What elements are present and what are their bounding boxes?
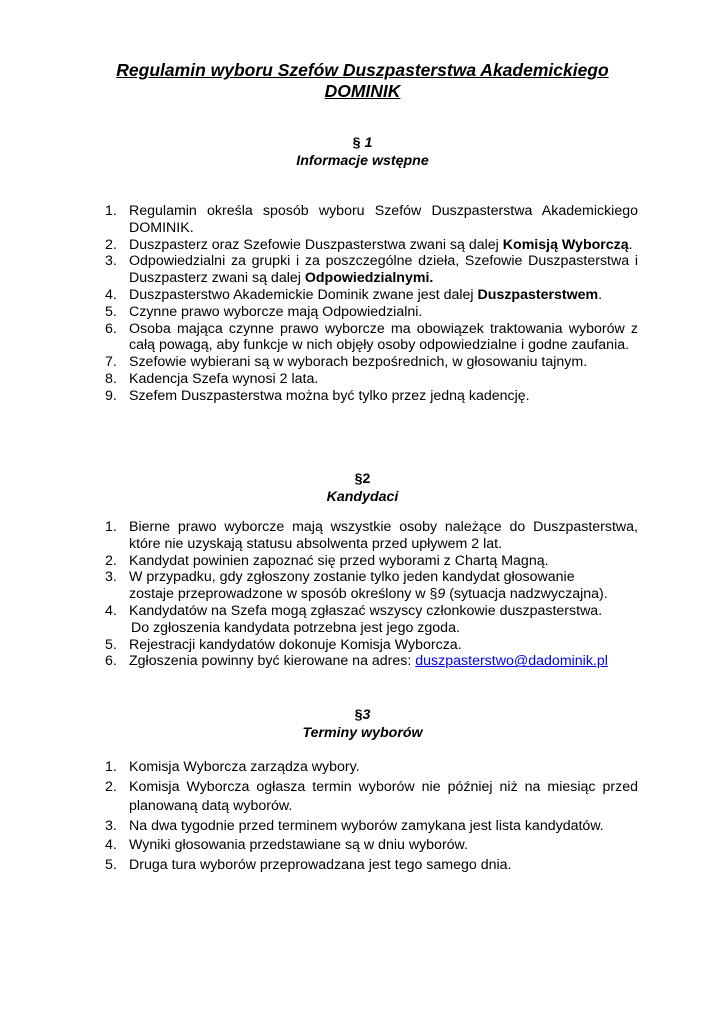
list-item: 1. Regulamin określa sposób wyboru Szefów Duszpasterstwa Akademickiego DOMINIK. [105,203,638,236]
list-item: 4. Wyniki głosowania przedstawiane są w dniu wyborów. [105,837,468,853]
title-line-1: Regulamin wyboru Szefów Duszpasterstwa Akademickiego [116,60,609,80]
list-item: 2. Komisja Wyborcza ogłasza termin wyborów nie później niż na miesiąc przed planowaną datą wyborów. [105,778,638,814]
section-1-number: § 1 [352,135,373,151]
list-item: 5. Rejestracji kandydatów dokonuje Komisja Wyborcza. [105,636,462,653]
list-item: 1. Bierne prawo wyborcze mają wszystkie osoby należące do Duszpasterstwa, które nie uzyskają statusu absolwenta przed upływem 2 lat. [105,519,638,552]
document-title [90,60,635,102]
list-item: 6. Osoba mająca czynne prawo wyborcze ma obowiązek traktowania wyborów z całą powagą, aby funkcje w nich objęły osoby odpowiedzialne i godne zaufania. [105,320,638,354]
section-3-number: §3 [354,707,371,723]
list-item: 3. W przypadku, gdy zgłoszony zostanie tylko jeden kandydat głosowanie zostaje przeprowadzone w sposób określony w §9 (sytuacja nadzwyczajna). [105,569,608,603]
list-item: 8. Kadencja Szefa wynosi 2 lata. [105,370,319,387]
list-item: 4. Kandydatów na Szefa mogą zgłaszać wszyscy członkowie duszpasterstwa. Do zgłoszenia kandydata potrzebna jest jego zgoda. [105,602,603,636]
section-1-list [105,203,638,405]
list-item: 2. Duszpasterz oraz Szefowie Duszpasterstwa zwani są dalej Komisją Wyborczą. [105,236,633,253]
section-3-header [90,706,635,742]
list-item: 2. Kandydat powinien zapoznać się przed wyborami z Chartą Magną. [105,552,549,569]
list-item: 9. Szefem Duszpasterstwa można być tylko przez jedną kadencję. [105,387,530,404]
list-item: 6. Zgłoszenia powinny być kierowane na adres: duszpasterstwo@dadominik.pl [105,653,608,670]
section-2-heading: Kandydaci [326,489,399,505]
email-link[interactable]: duszpasterstwo@dadominik.pl [415,653,608,670]
section-2-header [90,470,635,506]
list-item: 5. Druga tura wyborów przeprowadzana jest tego samego dnia. [105,856,512,873]
list-item: 1. Komisja Wyborcza zarządza wybory. [105,759,360,775]
section-1-header [90,134,635,170]
section-2-list [105,519,638,670]
section-3-list [105,758,638,875]
title-line-2: DOMINIK [324,81,401,101]
section-3-heading: Terminy wyborów [302,725,423,741]
list-item: 3. Odpowiedzialni za grupki i za poszczególne dzieła, Szefowie Duszpasterstwa i Duszpasterz zwani są dalej Odpowiedzialnymi. [105,253,638,287]
list-item: 3. Na dwa tygodnie przed terminem wyborów zamykana jest lista kandydatów. [105,817,604,834]
list-item: 5. Czynne prawo wyborcze mają Odpowiedzialni. [105,303,423,320]
section-2-number: §2 [354,471,371,487]
section-1-heading: Informacje wstępne [296,153,429,169]
list-item: 4. Duszpasterstwo Akademickie Dominik zwane jest dalej Duszpasterstwem. [105,286,603,303]
list-item: 7. Szefowie wybierani są w wyborach bezpośrednich, w głosowaniu tajnym. [105,354,588,371]
